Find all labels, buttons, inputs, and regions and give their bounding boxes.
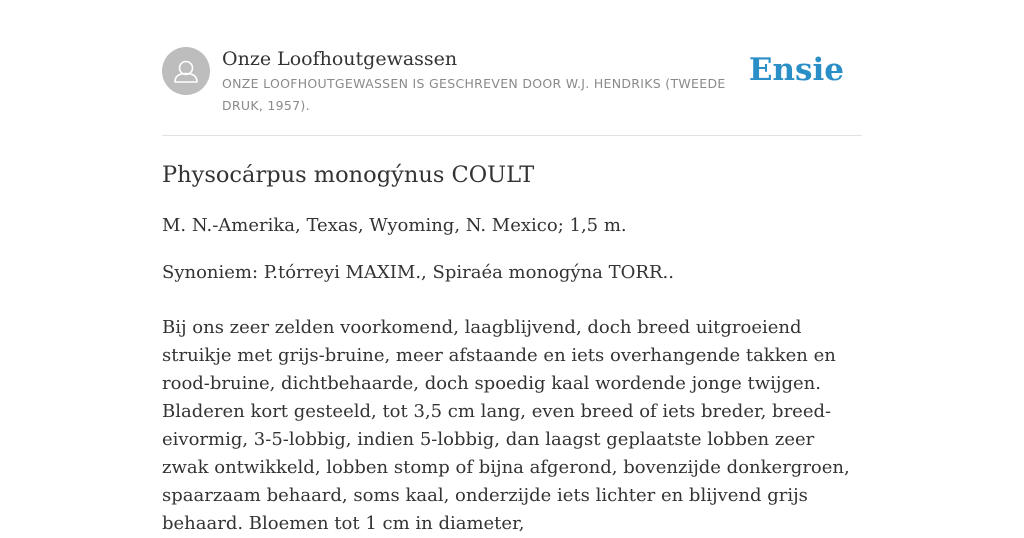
author-avatar[interactable] — [162, 47, 210, 95]
source-description: ONZE LOOFHOUTGEWASSEN IS GESCHREVEN DOOR W.J. HENDRIKS (TWEEDE DRUK, 1957). — [222, 76, 726, 113]
entry-description: Bij ons zeer zelden voorkomend, laagblijvend, doch breed uitgroeiend struikje met grijs-bruine, meer afstaande en iets overhangende takken en rood-bruine, dichtbehaarde, doch spoedig kaal wordende jonge twijgen. Bladeren kort gesteeld, tot 3,5 cm lang, even breed of iets breder, breed-eivormig, 3-5-lobbig, indien 5-lobbig, dan laagst geplaatste lobben zeer zwak ontwikkeld, lobben stomp of bijna afgerond, bovenzijde donkergroen, spaarzaam behaard, soms kaal, onderzijde iets lichter en blijvend grijs behaard. Bloemen tot 1 cm in diameter, — [162, 317, 850, 534]
user-silhouette-icon — [162, 47, 210, 95]
entry-content — [162, 160, 862, 538]
entry-region: M. N.-Amerika, Texas, Wyoming, N. Mexico; 1,5 m. — [162, 215, 627, 236]
entry-synonyms: Synoniem: P.tórreyi MAXIM., Spiraéa monogýna TORR.. — [162, 262, 674, 283]
entry-title: Physocárpus monogýnus COULT — [162, 162, 535, 188]
source-header — [162, 47, 862, 136]
ensie-logo[interactable]: Ensie — [748, 52, 844, 88]
source-title[interactable]: Onze Loofhoutgewassen — [222, 48, 458, 70]
